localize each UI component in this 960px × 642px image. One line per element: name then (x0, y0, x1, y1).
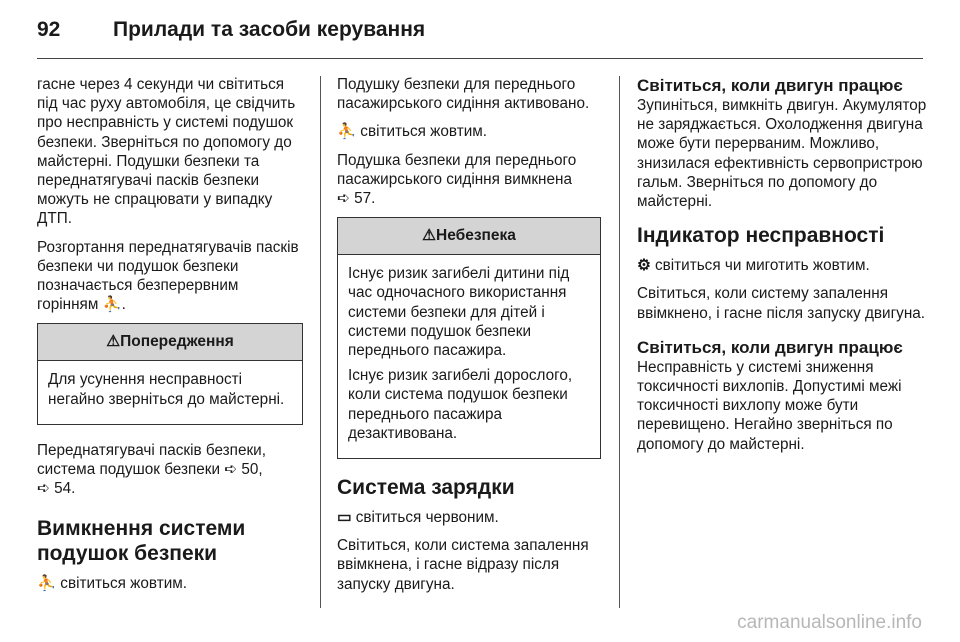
paragraph: Світиться, коли систему запалення ввімкнено, і гасне після запуску двигуна. (637, 285, 926, 322)
battery-icon: ▭ (337, 509, 352, 527)
column-3 (637, 75, 927, 463)
paragraph: Розгортання переднатягувачів пасків безпеки чи подушок безпеки позначається безперервним горінням ⛹. (37, 238, 299, 314)
paragraph: гасне через 4 секунди чи світиться під час руху автомобіля, це свідчить про несправність у системі подушок безпеки. Зверніться по допомогу до майстерні. Подушки безпеки та переднатягувачі пасків безпеки можуть не спрацювати у випадку ДТП. (37, 76, 296, 228)
warning-icon: ⚠ (106, 333, 121, 351)
paragraph: ⚙ світиться чи миготить жовтим. (637, 257, 870, 275)
engine-icon: ⚙ (637, 257, 651, 275)
paragraph: Переднатягувачі пасків безпеки, система подушок безпеки ➪ 50, ➪ 54. (37, 441, 266, 498)
column-1 (37, 75, 303, 603)
paragraph: ⛹ світиться жовтим. (37, 575, 188, 593)
column-2 (337, 75, 601, 603)
danger-text: Існує ризик загибелі дорослого, коли система подушок безпеки переднього пасажира дезактивована. (348, 367, 573, 442)
page-number: 92 (37, 18, 61, 41)
page-ref: 57. (354, 190, 376, 208)
airbag-icon: ⛹ (102, 296, 122, 314)
watermark: carmanualsonline.info (737, 612, 922, 633)
paragraph: Зупиніться, вимкніть двигун. Акумулятор не заряджається. Охолодження двигуна може бути перерваним. Можливо, знизилася ефективність сервопристрою гальм. Зверніться по допомогу до майстерні. (637, 97, 927, 211)
airbag-on-icon: ⛹ (337, 123, 357, 141)
paragraph: ▭ світиться червоним. (337, 509, 499, 527)
warning-box (37, 323, 303, 424)
subsection-title: Світиться, коли двигун працює (637, 337, 903, 357)
airbag-off-icon: ⛹ (37, 575, 57, 593)
danger-text: Існує ризик загибелі дитини під час одночасного використання системи безпеки для дітей і системи подушок безпеки переднього пасажира. (348, 265, 570, 360)
page-title: Прилади та засоби керування (113, 18, 426, 41)
danger-header: ⚠Небезпека (338, 218, 600, 255)
subsection-title: Світиться, коли двигун працює (637, 76, 903, 95)
page-ref-icon: ➪ (337, 190, 350, 208)
page-ref: 54. (54, 480, 76, 498)
warning-icon: ⚠ (422, 227, 437, 245)
paragraph: Подушку безпеки для переднього пасажирського сидіння активовано. (337, 76, 590, 113)
paragraph: Несправність у системі зниження токсичності вихлопів. Допустимі межі токсичності вихлопу може бути перевищено. Негайно зверніться по допомогу до майстерні. (637, 358, 902, 453)
page-ref-icon: ➪ (224, 461, 238, 479)
column-divider-1 (320, 76, 321, 608)
paragraph: ⛹ світиться жовтим. (337, 123, 488, 141)
warning-header: ⚠Попередження (38, 324, 302, 361)
section-title: Вимкнення системи подушок безпеки (37, 517, 246, 566)
page-ref: 50, (241, 461, 263, 479)
column-divider-2 (619, 76, 620, 608)
warning-text: Для усунення несправності негайно зверніться до майстерні. (48, 371, 285, 408)
header-rule (37, 58, 923, 59)
page-header (37, 18, 425, 42)
section-title: Система зарядки (337, 476, 515, 500)
paragraph: Подушка безпеки для переднього пасажирського сидіння вимкнена ➪ 57. (337, 151, 577, 208)
paragraph: Світиться, коли система запалення ввімкнена, і гасне відразу після запуску двигуна. (337, 537, 589, 593)
danger-box (337, 217, 601, 459)
page-ref-icon: ➪ (37, 480, 50, 498)
section-title: Індикатор несправності (637, 224, 885, 248)
